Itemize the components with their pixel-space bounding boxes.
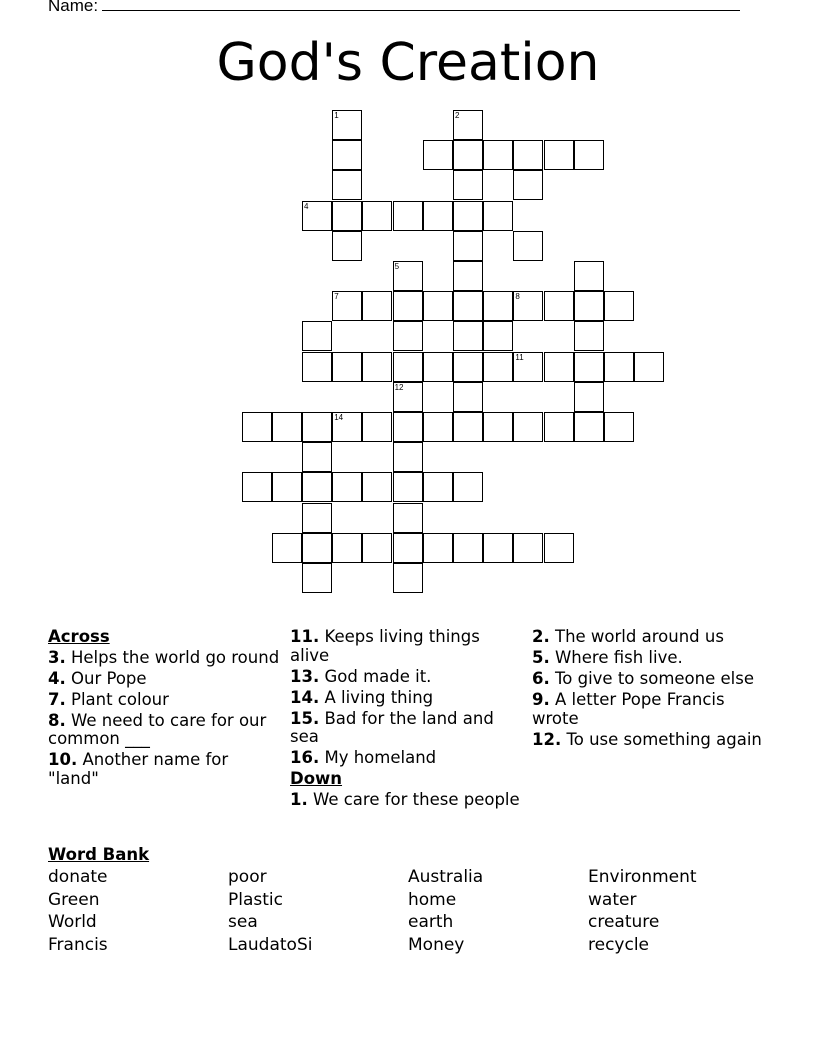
clue-number-label: 11. <box>290 627 320 646</box>
clue-number-label: 15. <box>290 708 320 728</box>
grid-cell[interactable] <box>423 352 453 382</box>
grid-cell[interactable] <box>483 412 513 442</box>
grid-cell[interactable] <box>453 352 483 382</box>
across-heading: Across <box>48 627 110 646</box>
clue-number: 7 <box>334 292 339 302</box>
grid-cell[interactable] <box>393 352 423 382</box>
grid-cell[interactable] <box>393 503 423 533</box>
clue-number: 12 <box>394 382 404 392</box>
grid-cell[interactable] <box>393 563 423 593</box>
word-bank-item: recycle <box>588 935 650 955</box>
clue-text: Keeps living things alive <box>290 627 480 665</box>
clue <box>532 670 764 689</box>
clue-text: To give to someone else <box>549 669 754 688</box>
word-bank-heading: Word Bank <box>48 845 150 864</box>
clue <box>48 712 280 749</box>
grid-cell[interactable] <box>453 321 483 351</box>
grid-cell[interactable] <box>544 412 574 442</box>
word-bank-item: World <box>48 912 97 932</box>
clue <box>290 710 522 747</box>
clue-number-label: 3. <box>48 647 66 667</box>
clue-number-label: 13. <box>290 666 320 686</box>
grid-cell[interactable] <box>242 412 272 442</box>
grid-cell[interactable] <box>453 412 483 442</box>
clue <box>290 689 522 708</box>
grid-cell[interactable] <box>362 201 392 231</box>
clue-number-label: 12. <box>532 729 562 749</box>
grid-cell[interactable] <box>302 321 332 351</box>
grid-cell[interactable] <box>362 472 392 502</box>
grid-cell[interactable] <box>393 472 423 502</box>
grid-cell[interactable] <box>604 412 634 442</box>
clue-text: We care for these people <box>307 789 520 809</box>
clue-number: 11 <box>515 352 524 362</box>
grid-cell[interactable] <box>604 352 634 382</box>
word-bank-item: earth <box>408 912 454 932</box>
grid-cell[interactable] <box>393 533 423 563</box>
word-bank-item: poor <box>228 867 267 887</box>
word-bank-item: donate <box>48 867 108 887</box>
grid-cell[interactable] <box>453 231 483 261</box>
grid-cell[interactable] <box>393 261 423 291</box>
clue-number-label: 1. <box>290 789 308 809</box>
clue <box>290 791 522 810</box>
word-bank-item: Green <box>48 890 100 910</box>
name-label: Name: <box>48 0 99 15</box>
grid-cell[interactable] <box>302 563 332 593</box>
clue-number-label: 14. <box>290 687 320 707</box>
grid-cell[interactable] <box>513 140 543 170</box>
word-bank-item: sea <box>228 912 258 932</box>
clue <box>532 731 764 750</box>
grid-cell[interactable] <box>302 201 332 231</box>
clue-number-label: 7. <box>48 689 66 709</box>
grid-cell[interactable] <box>332 201 362 231</box>
grid-cell[interactable] <box>332 170 362 200</box>
grid-cell[interactable] <box>574 352 604 382</box>
clue <box>48 691 280 710</box>
grid-cell[interactable] <box>513 352 543 382</box>
grid-cell[interactable] <box>513 533 543 563</box>
clues-column-2 <box>290 628 522 812</box>
grid-cell[interactable] <box>453 533 483 563</box>
grid-cell[interactable] <box>272 472 302 502</box>
grid-cell[interactable] <box>393 321 423 351</box>
grid-cell[interactable] <box>453 201 483 231</box>
clue-number-label: 2. <box>532 627 550 646</box>
grid-cell[interactable] <box>332 412 362 442</box>
clue-number: 4 <box>304 201 309 211</box>
clue-number: 14 <box>334 413 344 422</box>
clue-number: 5 <box>394 262 400 271</box>
clue <box>290 749 522 768</box>
word-bank-item: Francis <box>48 935 108 955</box>
grid-cell[interactable] <box>483 291 513 321</box>
clue-text: Another name for "land" <box>48 750 229 788</box>
grid-cell[interactable] <box>423 291 453 321</box>
grid-cell[interactable] <box>302 352 332 382</box>
clue-number-label: 8. <box>48 710 66 730</box>
page-title: God's Creation <box>216 33 600 93</box>
grid-cell[interactable] <box>362 533 392 563</box>
grid-cell[interactable] <box>423 201 453 231</box>
grid-cell[interactable] <box>513 231 543 261</box>
grid-cell[interactable] <box>453 472 483 502</box>
grid-cell[interactable] <box>483 533 513 563</box>
clue <box>290 668 522 687</box>
grid-cell[interactable] <box>604 291 634 321</box>
grid-cell[interactable] <box>513 170 543 200</box>
grid-cell[interactable] <box>544 352 574 382</box>
grid-cell[interactable] <box>362 352 392 382</box>
grid-cell[interactable] <box>362 412 392 442</box>
grid-cell[interactable] <box>332 231 362 261</box>
grid-cell[interactable] <box>544 291 574 321</box>
clue-text: Where fish live. <box>549 648 683 667</box>
grid-cell[interactable] <box>453 140 483 170</box>
grid-cell[interactable] <box>393 412 423 442</box>
clue-number: 8 <box>515 292 520 302</box>
grid-cell[interactable] <box>302 472 332 502</box>
grid-cell[interactable] <box>302 503 332 533</box>
grid-cell[interactable] <box>332 533 362 563</box>
clue-text: A living thing <box>319 687 434 707</box>
grid-cell[interactable] <box>574 382 604 412</box>
grid-cell[interactable] <box>483 321 513 351</box>
clue <box>532 649 764 668</box>
grid-cell[interactable] <box>574 412 604 442</box>
grid-cell[interactable] <box>513 291 543 321</box>
grid-cell[interactable] <box>302 412 332 442</box>
grid-cell[interactable] <box>453 170 483 200</box>
clue-number-label: 10. <box>48 750 78 769</box>
clue-text: The world around us <box>549 627 724 646</box>
grid-cell[interactable] <box>634 352 664 382</box>
grid-cell[interactable] <box>423 533 453 563</box>
grid-cell[interactable] <box>574 291 604 321</box>
word-bank-item: Money <box>408 935 465 955</box>
word-bank-item: creature <box>588 912 660 932</box>
clue-number-label: 16. <box>290 748 320 767</box>
clue-text: My homeland <box>319 748 437 767</box>
word-bank-item: LaudatoSi <box>228 935 313 955</box>
clue <box>48 649 280 668</box>
clue-text: Our Pope <box>65 668 147 688</box>
grid-cell[interactable] <box>332 291 362 321</box>
clue-text: Plant colour <box>65 689 169 709</box>
grid-cell[interactable] <box>393 201 423 231</box>
grid-cell[interactable] <box>272 533 302 563</box>
clue-number-label: 4. <box>48 668 66 688</box>
word-bank-item: Environment <box>588 867 697 887</box>
clues-down-column-3 <box>532 628 764 752</box>
grid-cell[interactable] <box>574 321 604 351</box>
clue-text: A letter Pope Francis wrote <box>532 690 725 728</box>
grid-cell[interactable] <box>483 201 513 231</box>
grid-cell[interactable] <box>332 352 362 382</box>
grid-cell[interactable] <box>453 261 483 291</box>
grid-cell[interactable] <box>453 291 483 321</box>
word-bank-item: water <box>588 890 637 910</box>
grid-cell[interactable] <box>332 110 362 140</box>
down-heading: Down <box>290 769 343 788</box>
grid-cell[interactable] <box>362 291 392 321</box>
grid-cell[interactable] <box>574 140 604 170</box>
grid-cell[interactable] <box>453 110 483 140</box>
grid-cell[interactable] <box>393 291 423 321</box>
grid-cell[interactable] <box>423 140 453 170</box>
grid-cell[interactable] <box>302 442 332 472</box>
clue <box>532 691 764 728</box>
grid-cell[interactable] <box>513 412 543 442</box>
grid-cell[interactable] <box>332 472 362 502</box>
clue <box>532 628 764 647</box>
clue-text: Helps the world go round <box>65 647 280 667</box>
clue-number: 1 <box>334 111 339 120</box>
clue-number-label: 6. <box>532 669 550 688</box>
clues-across-column-1 <box>48 628 280 791</box>
grid-cell[interactable] <box>393 382 423 412</box>
grid-cell[interactable] <box>272 412 302 442</box>
grid-cell[interactable] <box>453 382 483 412</box>
clue-number-label: 9. <box>532 690 550 709</box>
word-bank-item: home <box>408 890 457 910</box>
clue <box>290 628 522 665</box>
word-bank-item: Australia <box>408 867 484 887</box>
grid-cell[interactable] <box>483 352 513 382</box>
grid-cell[interactable] <box>242 472 272 502</box>
clue-text: God made it. <box>319 666 432 686</box>
grid-cell[interactable] <box>423 472 453 502</box>
clue <box>48 751 280 788</box>
grid-cell[interactable] <box>423 412 453 442</box>
grid-cell[interactable] <box>574 261 604 291</box>
grid-cell[interactable] <box>544 140 574 170</box>
clue-text: Bad for the land and sea <box>290 708 494 746</box>
grid-cell[interactable] <box>393 442 423 472</box>
clue <box>48 670 280 689</box>
grid-cell[interactable] <box>302 533 332 563</box>
clue-number-label: 5. <box>532 648 550 667</box>
word-bank-item: Plastic <box>228 890 283 910</box>
clue-text: To use something again <box>561 729 762 749</box>
grid-cell[interactable] <box>332 140 362 170</box>
clue-number: 2 <box>455 111 460 120</box>
grid-cell[interactable] <box>544 533 574 563</box>
clue-text: We need to care for our common ___ <box>48 710 267 748</box>
grid-cell[interactable] <box>483 140 513 170</box>
